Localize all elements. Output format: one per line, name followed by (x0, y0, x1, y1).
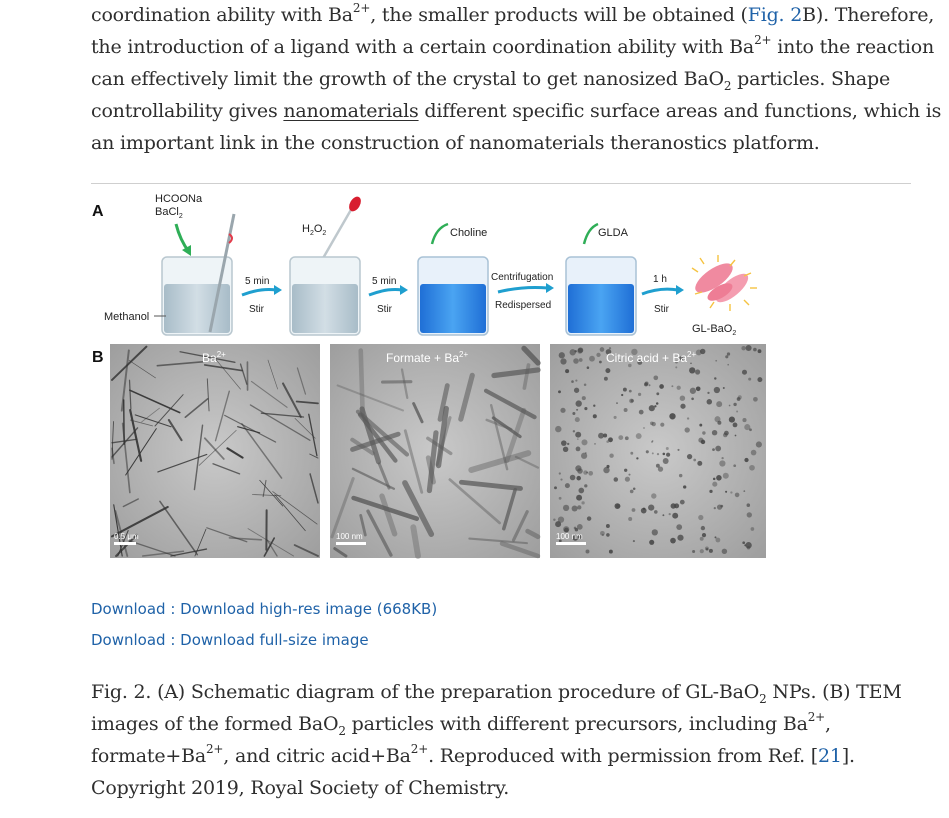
tem-image-formate-ba (330, 344, 540, 558)
figure-2-image[interactable] (90, 184, 770, 570)
fig-2-link[interactable]: Fig. 2 (747, 4, 803, 26)
para-line-1: coordination ability with $Ba^{2+}$, the smaller products will be obtained (Fig. 2B). Therefore, (91, 0, 935, 26)
gl-bao2-particles-illustration (691, 255, 757, 311)
tem3-scale: 100 nm (556, 532, 583, 541)
step2-arrow (369, 290, 402, 295)
caption-line-4: Copyright 2019, Royal Society of Chemistry. (91, 777, 510, 799)
ref-21-link[interactable]: 21 (818, 745, 842, 767)
body-paragraph (91, 0, 942, 159)
tem2-scale: 100 nm (336, 532, 363, 541)
step4-action: Stir (654, 304, 669, 315)
para-line-4: controllability gives nanomaterials different specific surface areas and functions, which is (91, 100, 942, 122)
pipette (322, 195, 363, 260)
step4-arrow (642, 289, 678, 294)
step1-time: 5 min (245, 276, 270, 287)
tem3-label: Citric acid + $Ba^{2+}$ (606, 350, 697, 365)
step2-action: Stir (377, 304, 392, 315)
step3-top: Centrifugation (491, 272, 554, 283)
tem-image-ba (110, 344, 320, 558)
caption-line-2: images of the formed BaO$_2$ particles with different precursors, including $Ba^{2+}$, (91, 709, 831, 738)
reagent-choline: Choline (450, 227, 488, 239)
beaker-3 (418, 257, 488, 335)
para-line-3: can effectively limit the growth of the crystal to get nanosized BaO$_2$ particles. Shape (91, 68, 890, 93)
step2-arrow-head (400, 285, 408, 295)
glda-arrow (584, 224, 598, 244)
para-line-5: an important link in the construction of nanomaterials theranostics platform. (91, 132, 820, 154)
step1-action: Stir (249, 304, 264, 315)
panel-a-label: A (92, 203, 104, 220)
step3-arrow-head (546, 283, 554, 293)
step2-time: 5 min (372, 276, 397, 287)
tem1-label: $Ba^{2+}$ (202, 350, 226, 365)
beaker-4 (566, 257, 636, 335)
step3-arrow (498, 288, 548, 293)
caption-line-1: Fig. 2. (A) Schematic diagram of the preparation procedure of GL-BaO$_2$ NPs. (B) TEM (91, 681, 902, 706)
reagent-glda: GLDA (598, 227, 628, 239)
download-high-res-link[interactable]: Download : Download high-res image (668KB) (91, 600, 438, 618)
step1-arrow-head (274, 285, 282, 295)
product-gl-bao2: GL-BaO$_2$ (692, 323, 737, 337)
step3-bottom: Redispersed (495, 300, 552, 311)
methanol-label: Methanol (104, 311, 150, 323)
reagent-h2o2: $H_2O_2$ (302, 223, 327, 237)
choline-arrow (432, 224, 448, 244)
step4-time: 1 h (653, 274, 667, 285)
tem-image-citric-acid-ba (550, 344, 766, 558)
reagent-hcoona: HCOONa (155, 193, 203, 205)
figure-caption (91, 676, 921, 804)
para-line-2: the introduction of a ligand with a certain coordination ability with $Ba^{2+}$ into the reaction (91, 32, 935, 58)
download-full-size-link[interactable]: Download : Download full-size image (91, 631, 369, 649)
step1-arrow (242, 290, 276, 295)
caption-line-3: $formate+Ba^{2+}$, and citric $acid+Ba^{2+}$. Reproduced with permission from Ref. [21]. (91, 741, 855, 767)
beaker-2 (290, 257, 360, 335)
nanomaterials-link[interactable]: nanomaterials (283, 100, 419, 122)
tem2-label: Formate + $Ba^{2+}$ (386, 350, 469, 365)
beaker-1 (162, 214, 234, 335)
step4-arrow-head (676, 285, 684, 295)
panel-b-label: B (92, 349, 104, 366)
tem1-scale: 0.5 μm (114, 532, 139, 541)
reagent-bacl2: BaCl$_2$ (155, 206, 183, 220)
